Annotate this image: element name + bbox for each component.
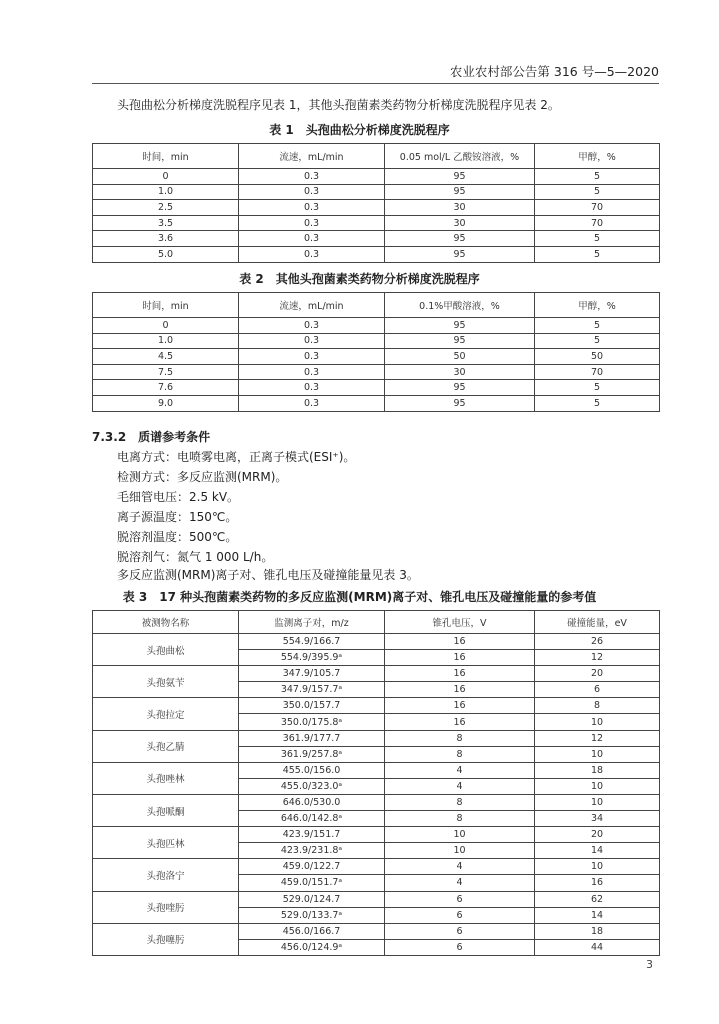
table2-header-cell: 0.1%甲酸溶液，% (385, 293, 535, 318)
table-cell: 10 (535, 794, 660, 810)
table3-header-cell: 碰撞能量，eV (535, 611, 660, 634)
table-cell: 459.0/151.7ᵃ (239, 875, 385, 891)
table-row (93, 200, 660, 216)
table-row (93, 762, 660, 778)
table-cell: 12 (535, 650, 660, 666)
table-cell: 5 (535, 380, 660, 396)
table-cell: 50 (535, 349, 660, 365)
table-row (93, 794, 660, 810)
table-cell: 95 (385, 246, 535, 262)
table-cell: 70 (535, 364, 660, 380)
table-cell: 0 (93, 318, 239, 334)
page-header: 农业农村部公告第 316 号—5—2020 (449, 64, 659, 79)
header-rule (92, 83, 659, 84)
table-cell: 8 (385, 730, 535, 746)
table-cell: 4 (385, 859, 535, 875)
analyte-name: 头孢匹林 (93, 827, 239, 859)
table-row (93, 634, 660, 650)
table-cell: 0.3 (239, 349, 385, 365)
table-cell: 10 (535, 859, 660, 875)
table-cell: 95 (385, 231, 535, 247)
table-cell: 6 (385, 907, 535, 923)
table-cell: 361.9/257.8ᵃ (239, 746, 385, 762)
table-cell: 350.0/175.8ᵃ (239, 714, 385, 730)
table2-header-cell: 时间，min (93, 293, 239, 318)
table-cell: 3.5 (93, 215, 239, 231)
table-cell: 423.9/231.8ᵃ (239, 843, 385, 859)
table3-header-row (93, 611, 660, 634)
analyte-name: 头孢洛宁 (93, 859, 239, 891)
table3 (92, 610, 660, 956)
table-cell: 95 (385, 333, 535, 349)
table-cell: 456.0/124.9ᵃ (239, 939, 385, 955)
table-cell: 12 (535, 730, 660, 746)
table-cell: 0.3 (239, 246, 385, 262)
table-row (93, 333, 660, 349)
table-cell: 456.0/166.7 (239, 923, 385, 939)
table-cell: 0.3 (239, 318, 385, 334)
table-row (93, 215, 660, 231)
table-cell: 70 (535, 200, 660, 216)
condition-line: 脱溶剂气：氮气 1 000 L/h。 (117, 550, 274, 564)
table-cell: 10 (535, 778, 660, 794)
table2-header-cell: 甲醇，% (535, 293, 660, 318)
intro-paragraph: 头孢曲松分析梯度洗脱程序见表 1，其他头孢菌素类药物分析梯度洗脱程序见表 2。 (117, 98, 560, 112)
table3-header-cell: 监测离子对，m/z (239, 611, 385, 634)
table-cell: 0.3 (239, 333, 385, 349)
table-cell: 455.0/156.0 (239, 762, 385, 778)
table-cell: 8 (385, 811, 535, 827)
table-cell: 30 (385, 364, 535, 380)
table-row (93, 891, 660, 907)
condition-line: 脱溶剂温度：500℃。 (117, 530, 238, 544)
table2-caption: 表 2 其他头孢菌素类药物分析梯度洗脱程序 (239, 272, 480, 286)
table-cell: 4 (385, 875, 535, 891)
table2-header-cell: 流速，mL/min (239, 293, 385, 318)
table-cell: 5 (535, 395, 660, 411)
table-cell: 455.0/323.0ᵃ (239, 778, 385, 794)
table-cell: 62 (535, 891, 660, 907)
table-row (93, 364, 660, 380)
table-cell: 4.5 (93, 349, 239, 365)
table-cell: 554.9/166.7 (239, 634, 385, 650)
table2 (92, 292, 660, 412)
table-cell: 2.5 (93, 200, 239, 216)
table-cell: 0.3 (239, 231, 385, 247)
table-cell: 0.3 (239, 200, 385, 216)
table-cell: 347.9/157.7ᵃ (239, 682, 385, 698)
table-cell: 95 (385, 169, 535, 185)
table-cell: 3.6 (93, 231, 239, 247)
table-cell: 529.0/124.7 (239, 891, 385, 907)
table-cell: 95 (385, 395, 535, 411)
condition-line: 电离方式：电喷雾电离，正离子模式(ESI⁺)。 (117, 450, 356, 464)
table-cell: 16 (535, 875, 660, 891)
table-cell: 18 (535, 923, 660, 939)
table-cell: 4 (385, 778, 535, 794)
table-cell: 16 (385, 714, 535, 730)
table-cell: 6 (385, 891, 535, 907)
table-cell: 350.0/157.7 (239, 698, 385, 714)
table-row (93, 395, 660, 411)
table-cell: 95 (385, 318, 535, 334)
table-cell: 1.0 (93, 184, 239, 200)
table-cell: 4 (385, 762, 535, 778)
table-cell: 5 (535, 184, 660, 200)
analyte-name: 头孢喹肟 (93, 891, 239, 923)
analyte-name: 头孢噻肟 (93, 923, 239, 955)
table-cell: 30 (385, 215, 535, 231)
condition-line: 多反应监测(MRM)离子对、锥孔电压及碰撞能量见表 3。 (117, 568, 419, 582)
table-cell: 423.9/151.7 (239, 827, 385, 843)
table-cell: 20 (535, 827, 660, 843)
table-cell: 0.3 (239, 169, 385, 185)
table-cell: 44 (535, 939, 660, 955)
table-cell: 347.9/105.7 (239, 666, 385, 682)
table3-header-cell: 被测物名称 (93, 611, 239, 634)
table-cell: 8 (385, 746, 535, 762)
table-cell: 16 (385, 698, 535, 714)
table-cell: 5 (535, 333, 660, 349)
table-cell: 8 (535, 698, 660, 714)
table-cell: 8 (385, 794, 535, 810)
table-cell: 529.0/133.7ᵃ (239, 907, 385, 923)
table-cell: 30 (385, 200, 535, 216)
table-row (93, 730, 660, 746)
table-cell: 5 (535, 246, 660, 262)
table-row (93, 184, 660, 200)
analyte-name: 头孢曲松 (93, 634, 239, 666)
table-row (93, 923, 660, 939)
table-cell: 34 (535, 811, 660, 827)
table-cell: 5 (535, 169, 660, 185)
table-cell: 554.9/395.9ᵃ (239, 650, 385, 666)
table-cell: 1.0 (93, 333, 239, 349)
table-cell: 9.0 (93, 395, 239, 411)
table-row (93, 246, 660, 262)
table-cell: 361.9/177.7 (239, 730, 385, 746)
analyte-name: 头孢拉定 (93, 698, 239, 730)
condition-line: 毛细管电压：2.5 kV。 (117, 490, 240, 504)
table-cell: 20 (535, 666, 660, 682)
table-row (93, 318, 660, 334)
table-cell: 0 (93, 169, 239, 185)
analyte-name: 头孢氨苄 (93, 666, 239, 698)
table-cell: 16 (385, 634, 535, 650)
table-cell: 95 (385, 380, 535, 396)
table-cell: 7.5 (93, 364, 239, 380)
table-cell: 5.0 (93, 246, 239, 262)
table-cell: 5 (535, 318, 660, 334)
table1-header-row (93, 144, 660, 169)
page-number: 3 (646, 958, 653, 971)
section-heading: 7.3.2 质谱参考条件 (92, 430, 211, 444)
table-cell: 10 (385, 827, 535, 843)
table1-header-cell: 时间，min (93, 144, 239, 169)
table1 (92, 143, 660, 263)
table-row (93, 698, 660, 714)
table-row (93, 859, 660, 875)
table-cell: 0.3 (239, 380, 385, 396)
table-cell: 16 (385, 666, 535, 682)
table-cell: 0.3 (239, 395, 385, 411)
table-cell: 0.3 (239, 364, 385, 380)
table-cell: 5 (535, 231, 660, 247)
table-row (93, 380, 660, 396)
table1-header-cell: 流速，mL/min (239, 144, 385, 169)
table-cell: 70 (535, 215, 660, 231)
table-cell: 7.6 (93, 380, 239, 396)
analyte-name: 头孢哌酮 (93, 794, 239, 826)
table-row (93, 169, 660, 185)
table-cell: 6 (535, 682, 660, 698)
table-cell: 10 (535, 714, 660, 730)
table-row (93, 349, 660, 365)
table-cell: 50 (385, 349, 535, 365)
table-cell: 0.3 (239, 184, 385, 200)
table-cell: 16 (385, 682, 535, 698)
table1-caption: 表 1 头孢曲松分析梯度洗脱程序 (269, 123, 450, 137)
table-cell: 16 (385, 650, 535, 666)
table-row (93, 666, 660, 682)
table-cell: 95 (385, 184, 535, 200)
condition-line: 离子源温度：150℃。 (117, 510, 238, 524)
table1-header-cell: 甲醇，% (535, 144, 660, 169)
table1-header-cell: 0.05 mol/L 乙酸铵溶液，% (385, 144, 535, 169)
table-cell: 14 (535, 843, 660, 859)
table-cell: 646.0/530.0 (239, 794, 385, 810)
table2-header-row (93, 293, 660, 318)
table-cell: 646.0/142.8ᵃ (239, 811, 385, 827)
table3-caption: 表 3 17 种头孢菌素类药物的多反应监测(MRM)离子对、锥孔电压及碰撞能量的参考值 (122, 590, 597, 604)
analyte-name: 头孢乙腈 (93, 730, 239, 762)
table-cell: 10 (535, 746, 660, 762)
table-cell: 26 (535, 634, 660, 650)
condition-line: 检测方式：多反应监测(MRM)。 (117, 470, 288, 484)
table-cell: 18 (535, 762, 660, 778)
table-row (93, 231, 660, 247)
table-cell: 0.3 (239, 215, 385, 231)
table-cell: 459.0/122.7 (239, 859, 385, 875)
table-cell: 6 (385, 923, 535, 939)
analyte-name: 头孢唑林 (93, 762, 239, 794)
table-cell: 14 (535, 907, 660, 923)
table-row (93, 827, 660, 843)
table3-header-cell: 锥孔电压，V (385, 611, 535, 634)
table-cell: 10 (385, 843, 535, 859)
table-cell: 6 (385, 939, 535, 955)
